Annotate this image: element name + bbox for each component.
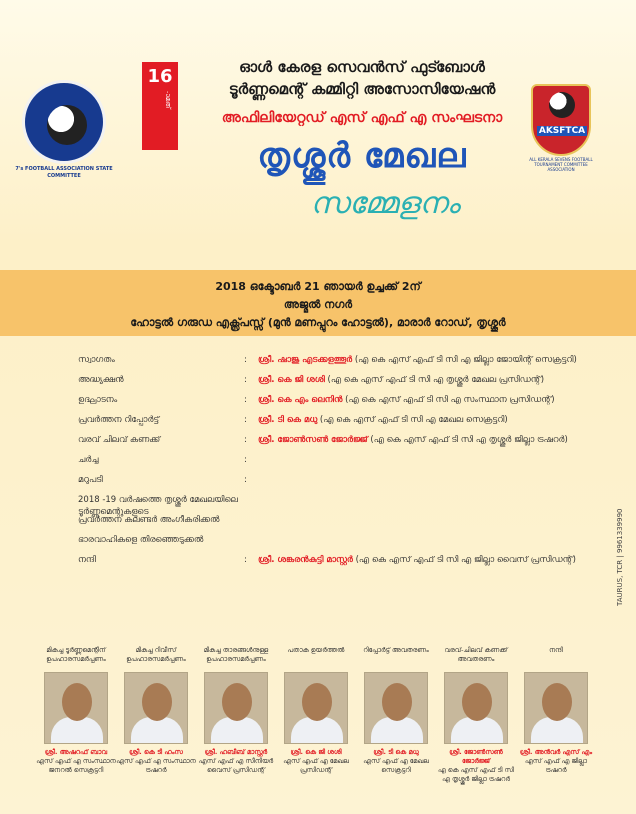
persons-row <box>0 646 636 806</box>
program-role: 2018 -19 വർഷത്തെ തൃശ്ശൂർ മേഖലയിലെ ടൂർണ്ണമെന്റുകളുടെ <box>78 495 238 517</box>
program-speaker <box>258 554 576 566</box>
program-role: വരവ് ചിലവ് കണക്ക് <box>78 435 161 445</box>
vertical-credit-text: TAURUS, TCR | 9961339990 <box>616 508 624 606</box>
header-line-1: ഓൾ കേരള സെവൻസ് ഫുട്ബോൾ <box>239 58 485 76</box>
program-role: മറുപടി <box>78 475 103 485</box>
person-role: മികച്ച ടൂർണ്ണമെന്റിന് ഉപഹാരസമർപ്പണം <box>46 646 106 663</box>
person-desc: എസ് എഫ് എ സംസ്ഥാന ജനറൽ സെക്രട്ടറി <box>36 757 116 774</box>
person-role: റിപ്പോർട്ട് അവതരണം <box>363 646 429 654</box>
person-role: മികച്ച റിവീസ് ഉപഹാരസമർപ്പണം <box>126 646 186 663</box>
person-card <box>436 646 516 784</box>
program-speaker <box>258 354 577 366</box>
program-row <box>78 534 598 554</box>
program-colon: : <box>244 355 247 365</box>
person-role: മികച്ച താരങ്ങൾനുള്ള ഉപഹാരസമർപ്പണം <box>203 646 269 663</box>
program-row <box>78 514 598 534</box>
person-name: ശ്രീ. ഹബീബ് മാസ്റ്റർ <box>204 748 268 756</box>
program-speaker-name: ശ്രീ. ജോൺസൺ ജോർജ്ജ് <box>258 435 368 445</box>
program-role: പ്രവർത്തന കലണ്ടർ അംഗീകരിക്കൽ <box>78 515 220 525</box>
person-desc: എസ് എഫ് എ ജില്ലാ ട്രഷറർ <box>524 757 588 774</box>
person-card <box>356 646 436 775</box>
person-photo <box>204 672 268 744</box>
person-name: ശ്രീ. അൻവർ എസ് എം <box>519 748 593 756</box>
program-speaker-desc: (എ കെ എസ് എഫ് ടി സി എ സംസ്ഥാന പ്രസിഡന്റ്) <box>342 395 555 405</box>
person-card <box>276 646 356 775</box>
program-speaker-desc: (എ കെ എസ് എഫ് ടി സി എ തൃശ്ശൂർ ജില്ലാ ട്രഷറർ) <box>367 435 568 445</box>
event-info-band <box>0 270 636 336</box>
left-logo-caption: 7's FOOTBALL ASSOCIATION STATE COMMITTEE <box>15 166 113 179</box>
person-card <box>116 646 196 775</box>
program-colon: : <box>244 375 247 385</box>
program-row <box>78 454 598 474</box>
right-logo-caption: ALL KERALA SEVENS FOOTBALL TOURNAMENT COMMITTEE ASSOCIATION <box>529 157 593 172</box>
program-speaker-desc: (എ കെ എസ് എഫ് ടി സി എ ജില്ലാ ജോയിന്റ് സെക്രട്ടറി) <box>352 355 577 365</box>
program-role: ഉദ്ഘാടനം <box>78 395 118 405</box>
person-role: പതാക ഉയർത്തൽ <box>287 646 345 654</box>
program-row <box>78 354 598 374</box>
person-card <box>36 646 116 775</box>
badge-number: 16 <box>147 66 173 87</box>
shield-icon <box>531 84 591 156</box>
event-date: 2018 ഒക്ടോബർ 21 ഞായർ ഉച്ചക്ക് 2ന് <box>215 280 421 293</box>
program-speaker-desc: (എ കെ എസ് എഫ് ടി സി എ ജില്ലാ വൈസ് പ്രസിഡന്റ്) <box>352 555 576 565</box>
program-row <box>78 394 598 414</box>
program-row <box>78 414 598 434</box>
event-place: അജ്മൽ നഗർ <box>283 298 353 311</box>
conference-title: സമ്മേളനം <box>310 186 460 221</box>
person-desc: എസ് എഫ് എ സംസ്ഥാന ട്രഷറർ <box>116 757 196 774</box>
person-photo <box>524 672 588 744</box>
program-colon: : <box>244 435 247 445</box>
person-name: ശ്രീ. അഷറഫ് ബാവ <box>44 748 108 756</box>
sevens-football-association-logo <box>8 80 120 179</box>
person-desc: എസ് എഫ് എ മേഖല സെക്രട്ടറി <box>363 757 429 774</box>
region-title: തൃശ്ശൂർ മേഖല <box>257 136 467 176</box>
program-role: ഭാരവാഹികളെ തിരഞ്ഞെടുക്കൽ <box>78 535 204 545</box>
aksftca-tag: AKSFTCA <box>538 126 586 136</box>
program-speaker-name: ശ്രീ. കെ എം ലെനിൻ <box>258 395 343 405</box>
program-speaker-name: ശ്രീ. ടി കെ മധു <box>258 415 318 425</box>
program-colon: : <box>244 395 247 405</box>
program-speaker <box>258 394 555 406</box>
program-speaker <box>258 374 544 386</box>
sixteenth-badge <box>142 62 178 150</box>
event-venue: ഹോട്ടൽ ഗരുഡ എക്സ്പ്രസ്സ് (മുൻ മണപ്പുറം ഹോട്ടൽ), മാരാർ റോഡ്, തൃശ്ശൂർ <box>130 316 506 329</box>
aksftca-logo <box>526 84 596 172</box>
program-row <box>78 474 598 494</box>
program-speaker <box>258 414 508 426</box>
badge-suffix: -ാമത് <box>164 91 172 109</box>
person-photo <box>444 672 508 744</box>
program-list <box>78 354 598 574</box>
program-role: ചർച്ച <box>78 455 99 465</box>
program-row <box>78 494 598 517</box>
person-photo <box>44 672 108 744</box>
program-row <box>78 554 598 574</box>
person-desc: എസ് എഫ് എ സീനിയർ വൈസ് പ്രസിഡന്റ് <box>198 757 274 774</box>
football-emblem-icon <box>22 80 106 164</box>
person-photo <box>364 672 428 744</box>
person-name: ശ്രീ. കെ ടി ഹംസ <box>129 748 183 756</box>
person-card <box>196 646 276 775</box>
program-speaker-name: ശ്രീ. കെ ജി ശശി <box>258 375 325 385</box>
program-role: പ്രവർത്തന റിപ്പോർട്ട് <box>78 415 160 425</box>
program-role: സ്വാഗതം <box>78 355 115 365</box>
program-speaker-name: ശ്രീ. ഷാജു എടക്കളത്തൂർ <box>258 355 353 365</box>
person-role: വരവ്-ചിലവ് കണക്ക് അവതരണം <box>444 646 508 663</box>
program-colon: : <box>244 415 247 425</box>
program-speaker-desc: (എ കെ എസ് എഫ് ടി സി എ തൃശ്ശൂർ മേഖല പ്രസിഡന്റ്) <box>324 375 545 385</box>
program-role: നന്ദി <box>78 555 96 565</box>
program-speaker-desc: (എ കെ എസ് എഫ് ടി സി എ മേഖല സെക്രട്ടറി) <box>317 415 508 425</box>
program-colon: : <box>244 555 247 565</box>
person-photo <box>124 672 188 744</box>
person-card <box>516 646 596 775</box>
header-affiliation: അഫിലിയേറ്റഡ് എസ് എഫ് എ സംഘടനാ <box>221 110 503 126</box>
person-desc: എ കെ എസ് എഫ് ടി സി എ തൃശ്ശൂർ ജില്ലാ ട്രഷറർ <box>437 766 515 783</box>
person-name: ശ്രീ. ജോൺസൺ ജോർജ്ജ് <box>449 748 503 765</box>
program-speaker-name: ശ്രീ. ശങ്കരൻകുട്ടി മാസ്റ്റർ <box>258 555 353 565</box>
person-name: ശ്രീ. ടി കെ മധു <box>373 748 419 756</box>
person-role: നന്ദി <box>549 646 563 654</box>
program-colon: : <box>244 455 247 465</box>
person-desc: എസ് എഫ് എ മേഖല പ്രസിഡന്റ് <box>283 757 349 774</box>
person-photo <box>284 672 348 744</box>
program-role: അദ്ധ്യക്ഷൻ <box>78 375 124 385</box>
person-name: ശ്രീ. കെ ജി ശശി <box>290 748 342 756</box>
vertical-credit <box>614 486 628 606</box>
program-speaker <box>258 434 568 446</box>
program-row <box>78 374 598 394</box>
program-colon: : <box>244 475 247 485</box>
program-row <box>78 434 598 454</box>
header-line-2: ടൂർണ്ണമെന്റ് കമ്മിറ്റി അസോസിയേഷൻ <box>228 80 496 98</box>
